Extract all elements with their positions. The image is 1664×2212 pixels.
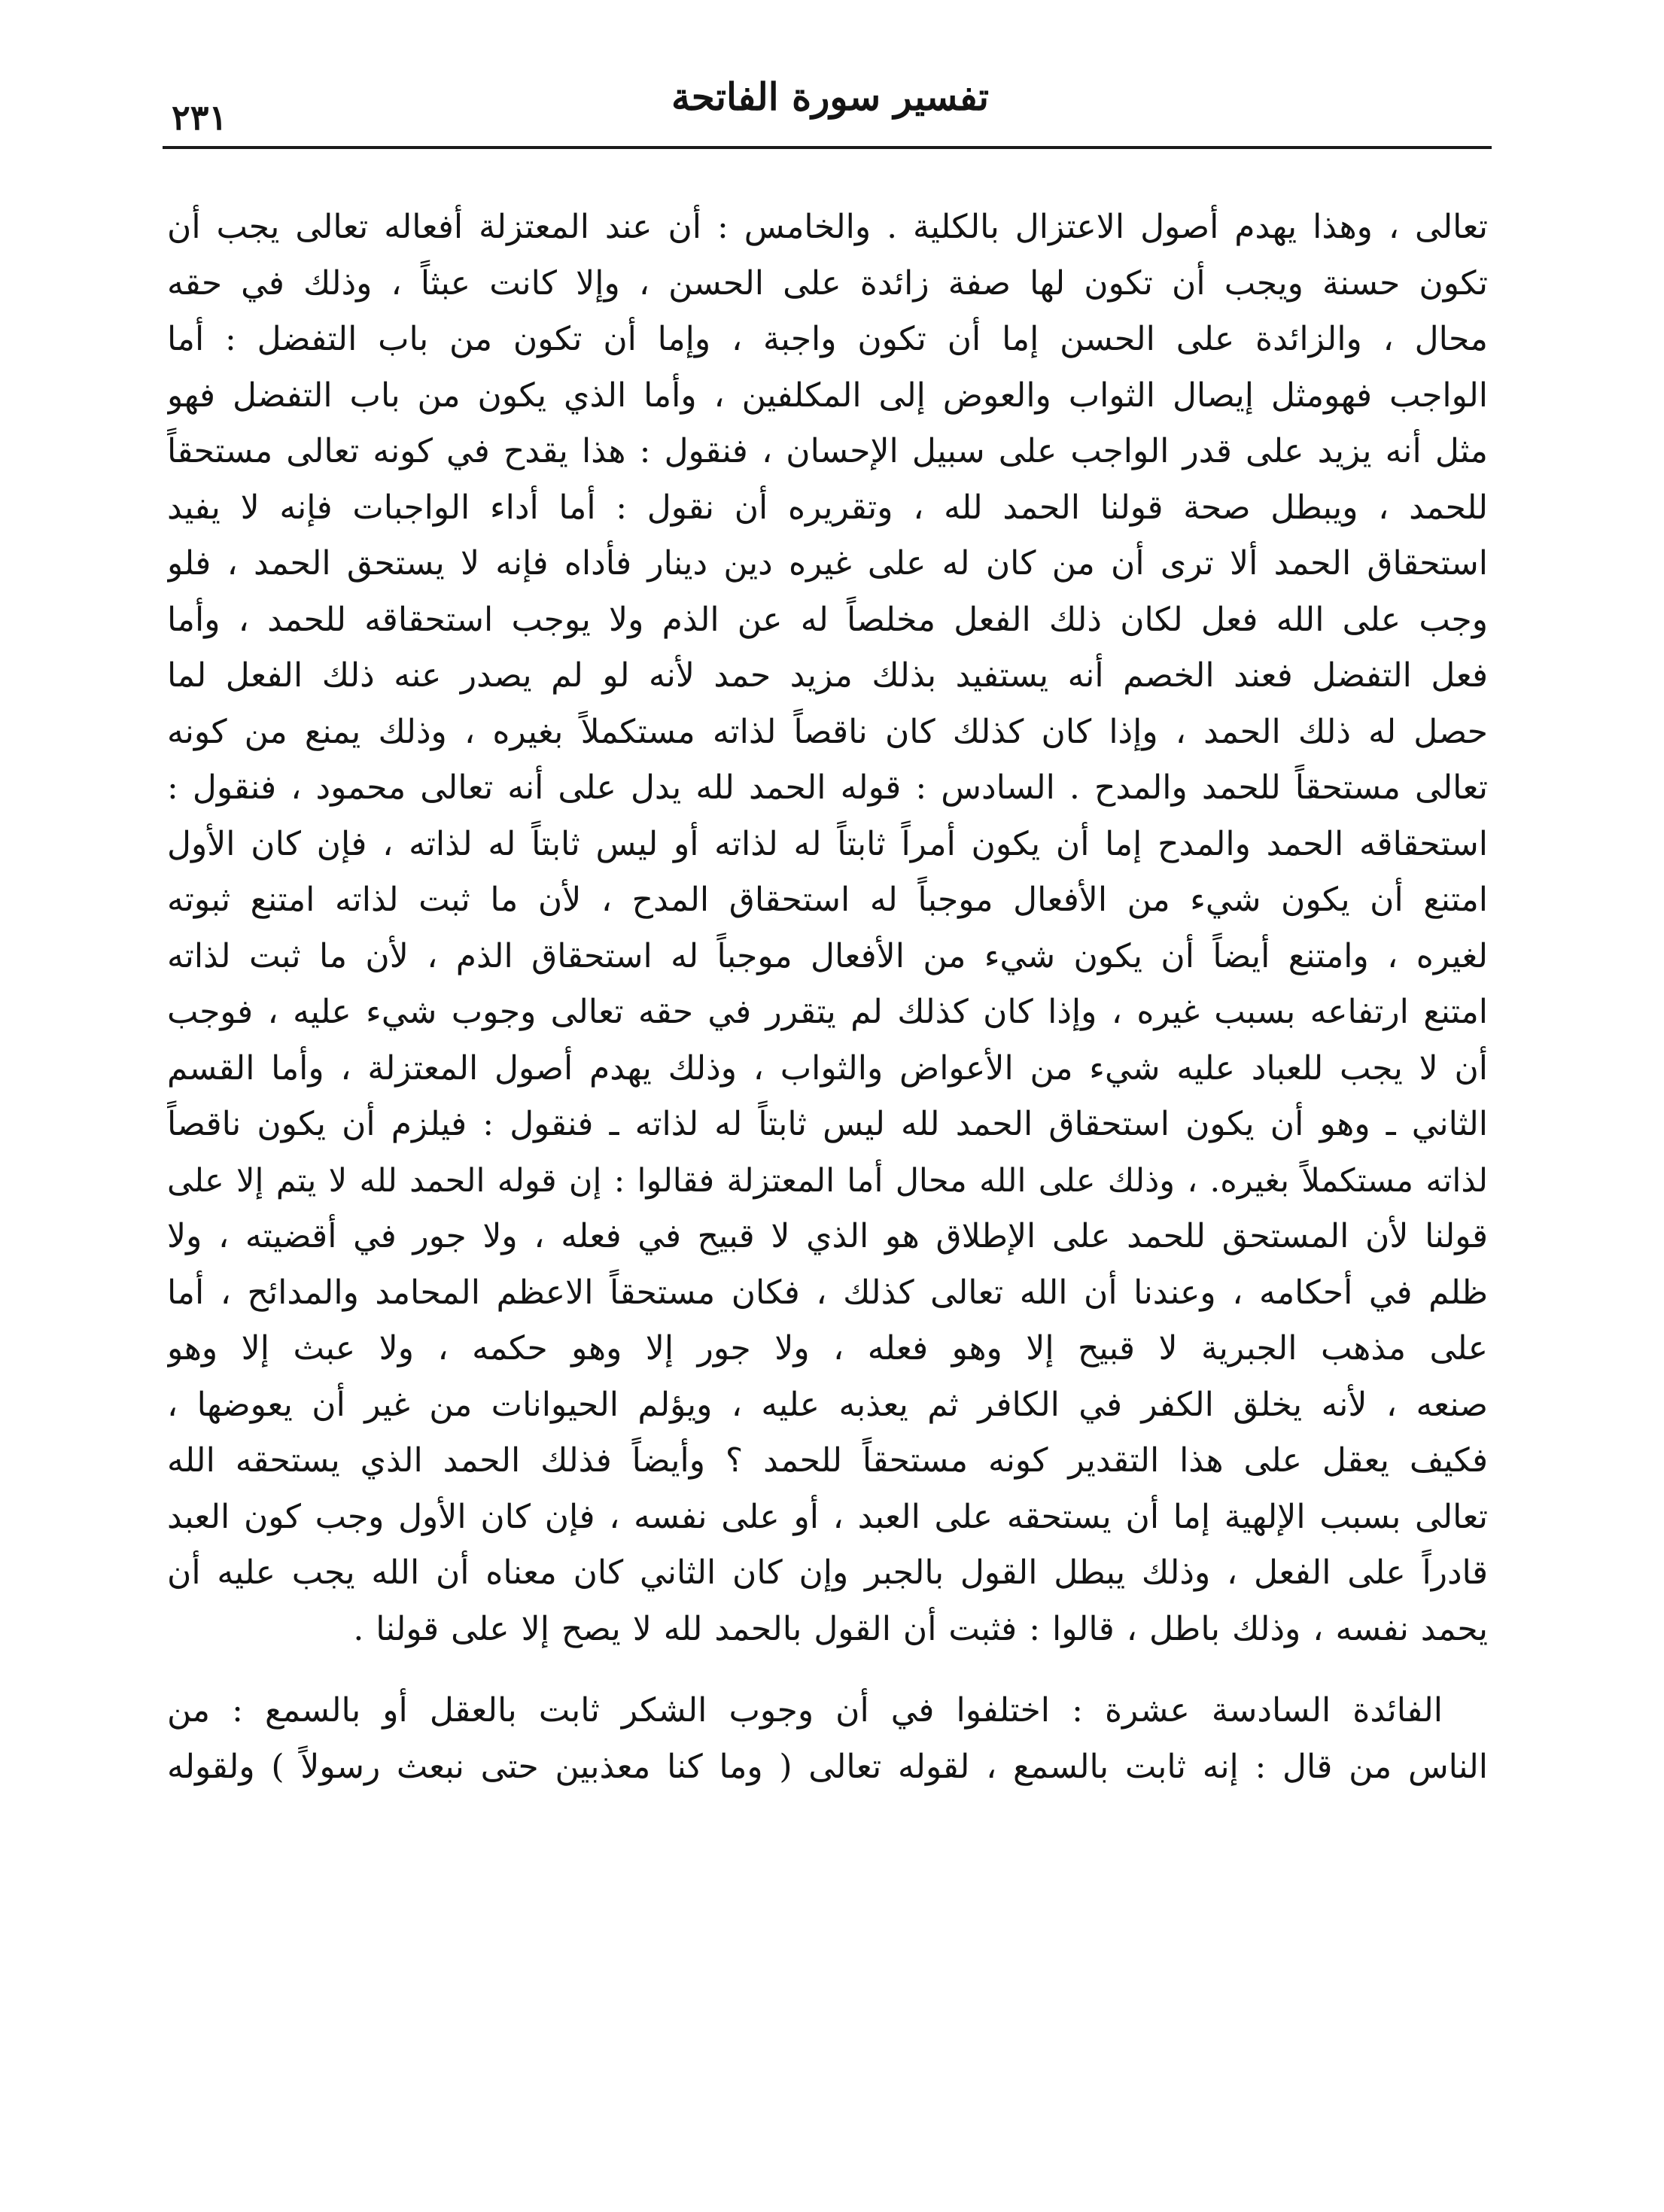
text-line: قادراً على الفعل ، وذلك يبطل القول بالجبر وإن كان الثاني كان معناه أن الله يجب عليه أن xyxy=(167,1553,1488,1592)
body-text xyxy=(167,199,1488,1795)
header-divider xyxy=(163,146,1492,149)
text-line: الثاني ـ وهو أن يكون استحقاق الحمد لله ليس ثابتاً له لذاته ـ فنقول : فيلزم أن يكون ناقصاً xyxy=(167,1105,1488,1143)
text-line: امتنع أن يكون شيء من الأفعال موجباً له استحقاق المدح ، لأن ما ثبت لذاته امتنع ثبوته xyxy=(167,881,1488,919)
text-line: استحقاق الحمد ألا ترى أن من كان له على غيره دين دينار فأداه فإنه لا يستحق الحمد ، فلو xyxy=(167,544,1488,583)
text-line: تكون حسنة ويجب أن تكون لها صفة زائدة على الحسن ، وإلا كانت عبثاً ، وذلك في حقه xyxy=(167,263,1488,303)
text-line: مثل أنه يزيد على قدر الواجب على سبيل الإحسان ، فنقول : هذا يقدح في كونه تعالى مستحقاً xyxy=(167,432,1488,470)
text-line: فكيف يعقل على هذا التقدير كونه مستحقاً للحمد ؟ وأيضاً فذلك الحمد الذي يستحقه الله xyxy=(167,1441,1488,1480)
text-line: وجب على الله فعل لكان ذلك الفعل مخلصاً له عن الذم ولا يوجب استحقاقه للحمد ، وأما xyxy=(167,600,1488,639)
text-line: على مذهب الجبرية لا قبيح إلا وهو فعله ، ولا جور إلا وهو حكمه ، ولا عبث إلا وهو xyxy=(167,1329,1488,1368)
text-line: الواجب فهومثل إيصال الثواب والعوض إلى المكلفين ، وأما الذي يكون من باب التفضل فهو xyxy=(167,376,1488,415)
text-line: محال ، والزائدة على الحسن إما أن تكون واجبة ، وإما أن تكون من باب التفضل : أما xyxy=(167,320,1488,358)
paragraph-spacer xyxy=(167,1657,1488,1683)
paragraph xyxy=(167,1683,1488,1795)
text-line: استحقاقه الحمد والمدح إما أن يكون أمراً ثابتاً له لذاته أو ليس ثابتاً له لذاته ، فإن كان الأول xyxy=(167,824,1488,863)
text-line: حصل له ذلك الحمد ، وإذا كان كذلك كان ناقصاً لذاته مستكملاً بغيره ، وذلك يمنع من كونه xyxy=(167,712,1488,751)
text-line: للحمد ، ويبطل صحة قولنا الحمد لله ، وتقريره أن نقول : أما أداء الواجبات فإنه لا يفيد xyxy=(167,488,1488,527)
text-line: لغيره ، وامتنع أيضاً أن يكون شيء من الأفعال موجباً له استحقاق الذم ، لأن ما ثبت لذاته xyxy=(167,936,1488,975)
page-header xyxy=(172,66,1489,149)
text-line: صنعه ، لأنه يخلق الكفر في الكافر ثم يعذبه عليه ، ويؤلم الحيوانات من غير أن يعوضها ، xyxy=(167,1385,1488,1424)
text-line: تعالى بسبب الإلهية إما أن يستحقه على العبد ، أو على نفسه ، فإن كان الأول وجب كون العبد xyxy=(167,1497,1488,1536)
text-line: فعل التفضل فعند الخصم أنه يستفيد بذلك مزيد حمد لأنه لو لم يصدر عنه ذلك الفعل لما xyxy=(167,656,1488,695)
paragraph xyxy=(167,199,1488,1657)
text-line: لذاته مستكملاً بغيره. ، وذلك على الله محال أما المعتزلة فقالوا : إن قوله الحمد لله لا يتم إلا على xyxy=(167,1161,1488,1200)
text-line: امتنع ارتفاعه بسبب غيره ، وإذا كان كذلك لم يتقرر في حقه تعالى وجوب شيء عليه ، فوجب xyxy=(167,993,1488,1031)
text-line: أن لا يجب للعباد عليه شيء من الأعواض والثواب ، وذلك يهدم أصول المعتزلة ، وأما القسم xyxy=(167,1048,1488,1088)
text-line: يحمد نفسه ، وذلك باطل ، قالوا : فثبت أن القول بالحمد لله لا يصح إلا على قولنا . xyxy=(353,1609,1488,1648)
text-line: ظلم في أحكامه ، وعندنا أن الله تعالى كذلك ، فكان مستحقاً الاعظم المحامد والمدائح ، أما xyxy=(167,1273,1488,1312)
text-line: تعالى مستحقاً للحمد والمدح . السادس : قوله الحمد لله يدل على أنه تعالى محمود ، فنقول : xyxy=(167,768,1488,807)
text-line: الناس من قال : إنه ثابت بالسمع ، لقوله تعالى ( وما كنا معذبين حتى نبعث رسولاً ) ولقوله xyxy=(167,1747,1488,1786)
text-line: الفائدة السادسة عشرة : اختلفوا في أن وجوب الشكر ثابت بالعقل أو بالسمع : من xyxy=(167,1691,1443,1730)
running-title: تفسير سورة الفاتحة xyxy=(671,75,990,119)
text-line: تعالى ، وهذا يهدم أصول الاعتزال بالكلية . والخامس : أن عند المعتزلة أفعاله تعالى يجب أن xyxy=(167,208,1488,246)
page-number: ٢٣١ xyxy=(172,97,228,138)
text-line: قولنا لأن المستحق للحمد على الإطلاق هو الذي لا قبيح في فعله ، ولا جور في أقضيته ، ولا xyxy=(167,1217,1488,1255)
